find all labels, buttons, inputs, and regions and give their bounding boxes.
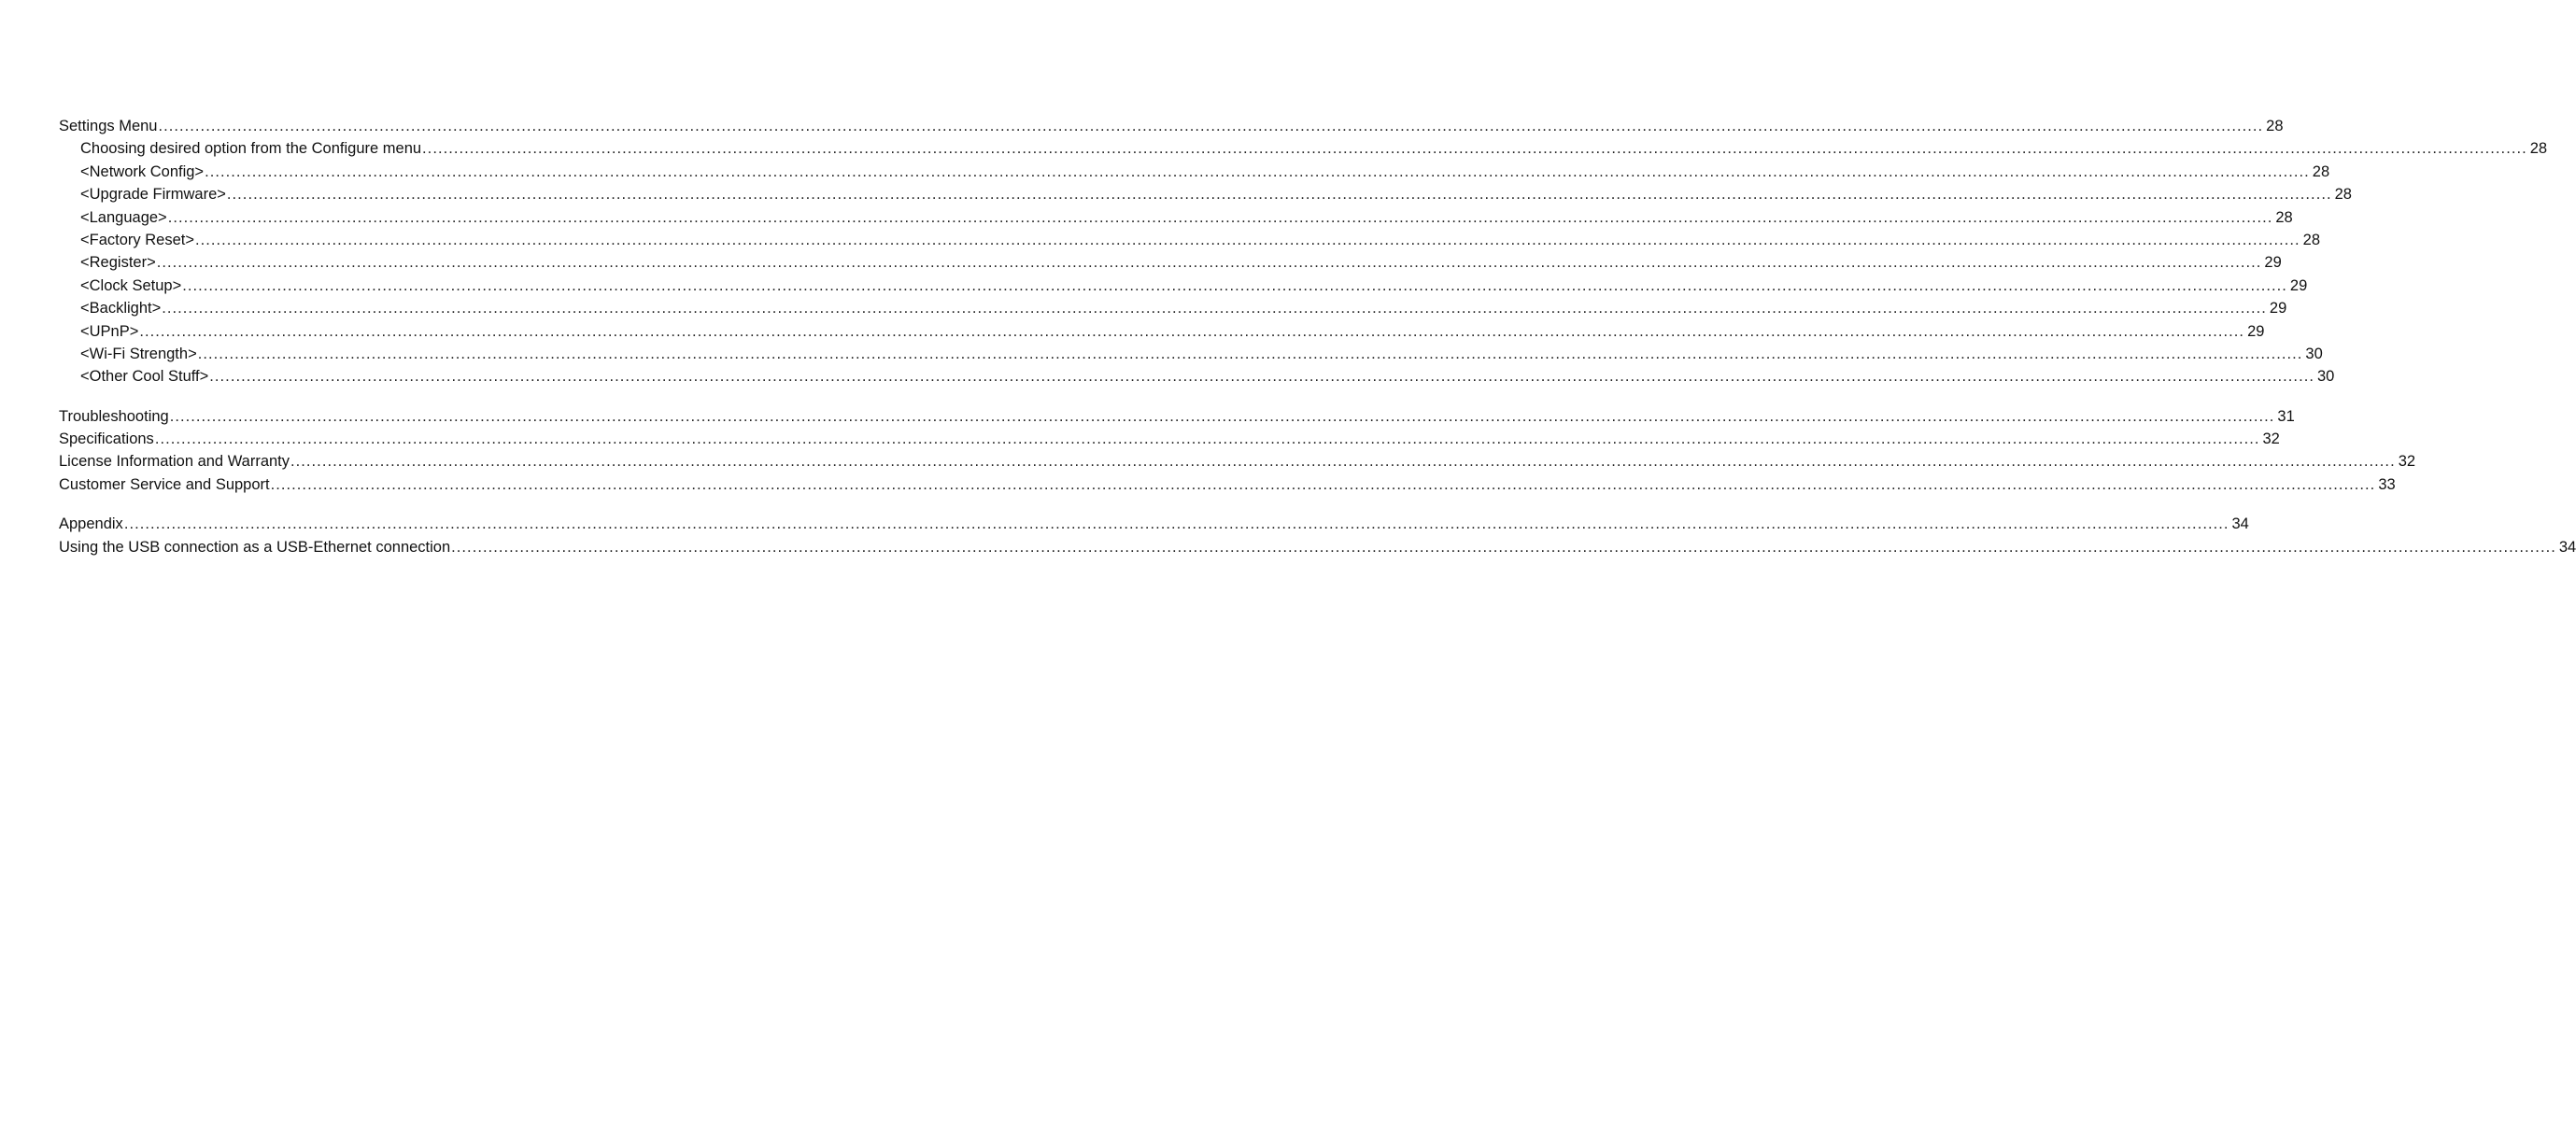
toc-entry-wi-fi-strength[interactable] <box>59 343 2323 365</box>
toc-entry-title: <Upgrade Firmware> <box>80 186 226 204</box>
toc-dot-leader: ................................................................................................................................................................................................................................................................................................................................................................................................................ <box>182 276 2287 294</box>
toc-dot-leader: ................................................................................................................................................................................................................................................................................................................................................................................................................ <box>154 430 2260 448</box>
toc-entry-register[interactable] <box>59 251 2282 274</box>
toc-entry-page-number: 32 <box>2398 453 2416 471</box>
toc-entry-language[interactable] <box>59 206 2293 229</box>
toc-dot-leader: ................................................................................................................................................................................................................................................................................................................................................................................................................ <box>167 208 2273 226</box>
toc-entry-title: <Backlight> <box>80 300 162 318</box>
toc-entry-page-number: 28 <box>2266 118 2284 134</box>
toc-entry-title: Customer Service and Support <box>59 475 270 493</box>
toc-entry-clock-setup[interactable] <box>59 275 2308 297</box>
toc-dot-leader: ................................................................................................................................................................................................................................................................................................................................................................................................................ <box>123 515 2229 533</box>
toc-dot-leader: ................................................................................................................................................................................................................................................................................................................................................................................................................ <box>451 538 2556 556</box>
toc-entry-page-number: 28 <box>2302 231 2321 248</box>
toc-entry-other-cool-stuff[interactable] <box>59 365 2335 388</box>
toc-group <box>59 513 2576 558</box>
toc-entry-title: <Clock Setup> <box>80 276 182 294</box>
toc-group <box>59 405 2416 497</box>
toc-entry-upnp[interactable] <box>59 320 2265 343</box>
toc-entry-title: <Register> <box>80 254 156 272</box>
toc-group <box>59 115 2548 388</box>
toc-entry-troubleshooting[interactable] <box>59 405 2295 428</box>
toc-entry-page-number: 33 <box>2378 475 2396 493</box>
toc-entry-appendix[interactable] <box>59 513 2249 535</box>
toc-entry-upgrade-firmware[interactable] <box>59 183 2352 205</box>
toc-dot-leader: ................................................................................................................................................................................................................................................................................................................................................................................................................ <box>158 118 2264 134</box>
toc-entry-page-number: 29 <box>2269 300 2287 318</box>
toc-entry-title: Specifications <box>59 430 154 448</box>
toc-dot-leader: ................................................................................................................................................................................................................................................................................................................................................................................................................ <box>205 162 2310 180</box>
toc-dot-leader: ................................................................................................................................................................................................................................................................................................................................................................................................................ <box>226 186 2332 204</box>
toc-entry-settings-menu[interactable] <box>59 115 2284 137</box>
toc-dot-leader: ................................................................................................................................................................................................................................................................................................................................................................................................................ <box>209 368 2314 386</box>
toc-entry-factory-reset[interactable] <box>59 229 2321 251</box>
toc-entry-title: <Other Cool Stuff> <box>80 368 209 386</box>
toc-entry-network-config[interactable] <box>59 161 2330 183</box>
toc-entry-page-number: 28 <box>2529 140 2548 158</box>
toc-entry-customer-service-and-support[interactable] <box>59 473 2396 496</box>
toc-entry-page-number: 32 <box>2262 430 2280 448</box>
toc-entry-page-number: 30 <box>2316 368 2335 386</box>
toc-entry-title: <Wi-Fi Strength> <box>80 345 197 362</box>
toc-entry-title: Troubleshooting <box>59 407 169 425</box>
toc-entry-page-number: 29 <box>2264 254 2282 272</box>
toc-entry-page-number: 29 <box>2247 322 2265 340</box>
toc-entry-title: Using the USB connection as a USB-Ethernet connection <box>59 538 451 556</box>
table-of-contents <box>59 115 2576 558</box>
toc-dot-leader: ................................................................................................................................................................................................................................................................................................................................................................................................................ <box>197 345 2303 362</box>
toc-entry-choosing-desired-option-from-the-configure-menu[interactable] <box>59 137 2548 160</box>
toc-entry-page-number: 28 <box>2275 208 2293 226</box>
toc-entry-page-number: 30 <box>2305 345 2323 362</box>
toc-dot-leader: ................................................................................................................................................................................................................................................................................................................................................................................................................ <box>139 322 2245 340</box>
toc-dot-leader: ................................................................................................................................................................................................................................................................................................................................................................................................................ <box>290 453 2396 471</box>
toc-dot-leader: ................................................................................................................................................................................................................................................................................................................................................................................................................ <box>169 407 2275 425</box>
toc-entry-title: Appendix <box>59 515 123 533</box>
toc-entry-title: Settings Menu <box>59 118 158 134</box>
toc-dot-leader: ................................................................................................................................................................................................................................................................................................................................................................................................................ <box>422 140 2527 158</box>
toc-entry-backlight[interactable] <box>59 297 2287 319</box>
toc-entry-using-the-usb-connection-as-a-usb-ethernet-connection[interactable] <box>59 536 2576 558</box>
toc-entry-page-number: 29 <box>2289 276 2308 294</box>
toc-entry-title: <Language> <box>80 208 167 226</box>
toc-entry-title: <Factory Reset> <box>80 231 194 248</box>
toc-entry-page-number: 28 <box>2312 162 2330 180</box>
toc-entry-title: <Network Config> <box>80 162 205 180</box>
toc-entry-page-number: 28 <box>2334 186 2352 204</box>
toc-entry-title: Choosing desired option from the Configure menu <box>80 140 422 158</box>
toc-dot-leader: ................................................................................................................................................................................................................................................................................................................................................................................................................ <box>156 254 2262 272</box>
toc-entry-specifications[interactable] <box>59 428 2280 450</box>
toc-dot-leader: ................................................................................................................................................................................................................................................................................................................................................................................................................ <box>194 231 2300 248</box>
toc-entry-page-number: 31 <box>2277 407 2295 425</box>
toc-entry-page-number: 34 <box>2558 538 2576 556</box>
toc-entry-title: <UPnP> <box>80 322 139 340</box>
toc-dot-leader: ................................................................................................................................................................................................................................................................................................................................................................................................................ <box>162 300 2267 318</box>
toc-entry-page-number: 34 <box>2231 515 2249 533</box>
toc-dot-leader: ................................................................................................................................................................................................................................................................................................................................................................................................................ <box>270 475 2376 493</box>
toc-entry-license-information-and-warranty[interactable] <box>59 450 2416 473</box>
toc-entry-title: License Information and Warranty <box>59 453 290 471</box>
